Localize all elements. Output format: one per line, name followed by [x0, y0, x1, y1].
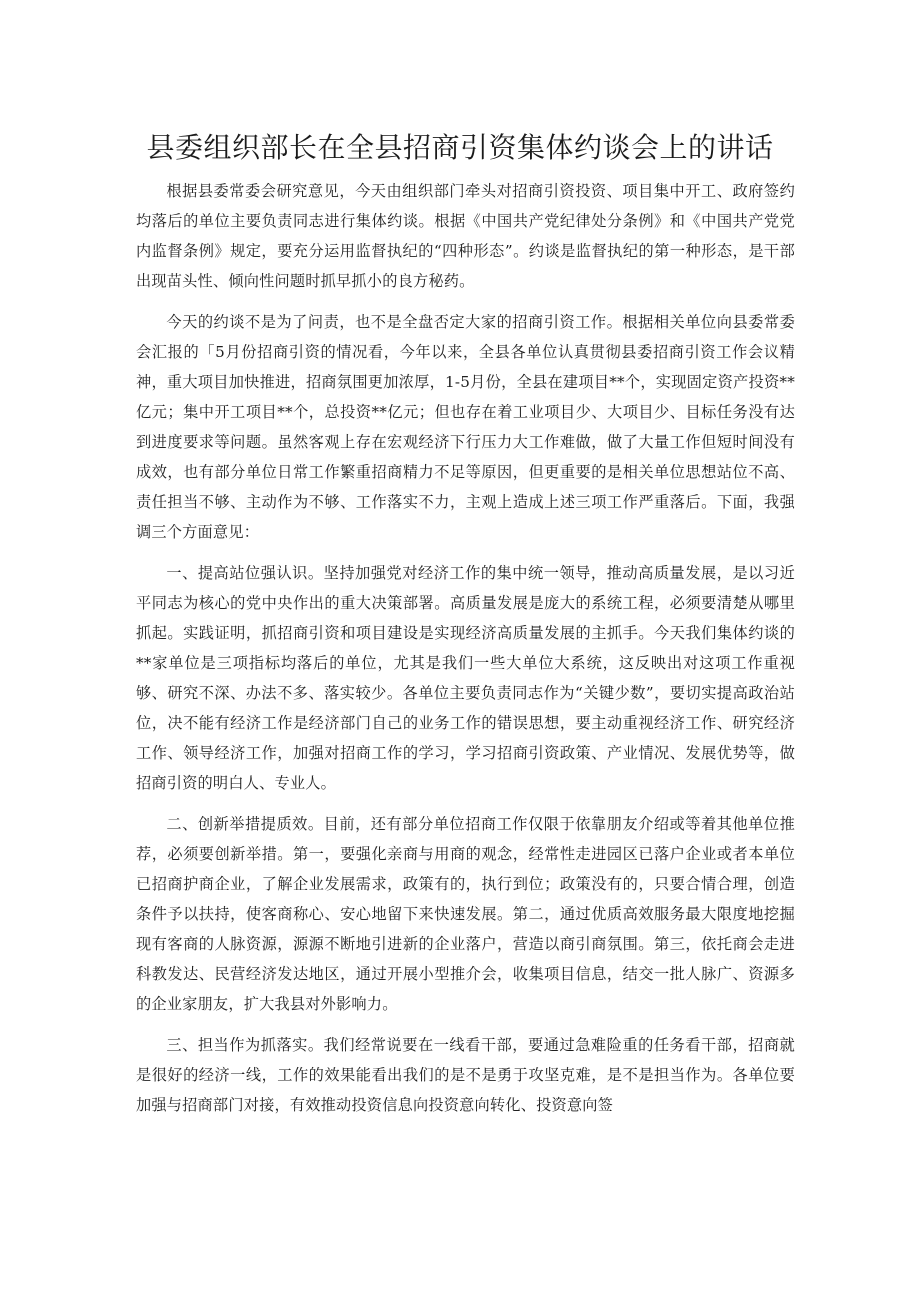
paragraph-point-three: 三、担当作为抓落实。我们经常说要在一线看干部，要通过急难险重的任务看干部，招商就是很好的经济一线，工作的效果能看出我们的是不是勇于攻坚克难，是不是担当作为。各单位要加强与招商部门对接，有效推动投资信息向投资意向转化、投资意向签 [136, 1036, 795, 1114]
paragraph-point-two: 二、创新举措提质效。目前，还有部分单位招商工作仅限于依靠朋友介绍或等着其他单位推荐，必须要创新举措。第一，要强化亲商与用商的观念，经常性走进园区已落户企业或者本单位已招商护商企业，了解企业发展需求，政策有的，执行到位；政策没有的，只要合情合理，创造条件予以扶持，使客商称心、安心地留下来快速发展。第二，通过优质高效服务最大限度地挖掘现有客商的人脉资源，源源不断地引进新的企业落户，营造以商引商氛围。第三，依托商会走进科教发达、民营经济发达地区，通过开展小型推介会，收集项目信息，结交一批人脉广、资源多的企业家朋友，扩大我县对外影响力。 [136, 815, 795, 1013]
document-title: 县委组织部长在全县招商引资集体约谈会上的讲话 [146, 131, 774, 164]
paragraph-intro: 根据县委常委会研究意见，今天由组织部门牵头对招商引资投资、项目集中开工、政府签约均落后的单位主要负责同志进行集体约谈。根据《中国共产党纪律处分条例》和《中国共产党党内监督条例》规定，要充分运用监督执纪的“四种形态”。约谈是监督执纪的第一种形态，是干部出现苗头性、倾向性问题时抓早抓小的良方秘药。 [136, 182, 795, 290]
paragraph-overview: 今天的约谈不是为了问责，也不是全盘否定大家的招商引资工作。根据相关单位向县委常委会汇报的「5月份招商引资的情况看，今年以来，全县各单位认真贯彻县委招商引资工作会议精神，重大项目加快推进，招商氛围更加浓厚，1-5月份，全县在建项目**个，实现固定资产投资**亿元；集中开工项目**个，总投资**亿元；但也存在着工业项目少、大项目少、目标任务没有达到进度要求等问题。虽然客观上存在宏观经济下行压力大工作难做，做了大量工作但短时间没有成效，也有部分单位日常工作繁重招商精力不足等原因，但更重要的是相关单位思想站位不高、责任担当不够、主动作为不够、工作落实不力，主观上造成上述三项工作严重落后。下面，我强调三个方面意见： [136, 313, 795, 541]
paragraph-point-one: 一、提高站位强认识。坚持加强党对经济工作的集中统一领导，推动高质量发展，是以习近平同志为核心的党中央作出的重大决策部署。高质量发展是庞大的系统工程，必须要清楚从哪里抓起。实践证明，抓招商引资和项目建设是实现经济高质量发展的主抓手。今天我们集体约谈的**家单位是三项指标均落后的单位，尤其是我们一些大单位大系统，这反映出对这项工作重视够、研究不深、办法不多、落实较少。各单位主要负责同志作为“关键少数”，要切实提高政治站位，决不能有经济工作是经济部门自己的业务工作的错误思想，要主动重视经济工作、研究经济工作、领导经济工作，加强对招商工作的学习，学习招商引资政策、产业情况、发展优势等，做招商引资的明白人、专业人。 [136, 564, 795, 792]
document-body [136, 176, 795, 1131]
